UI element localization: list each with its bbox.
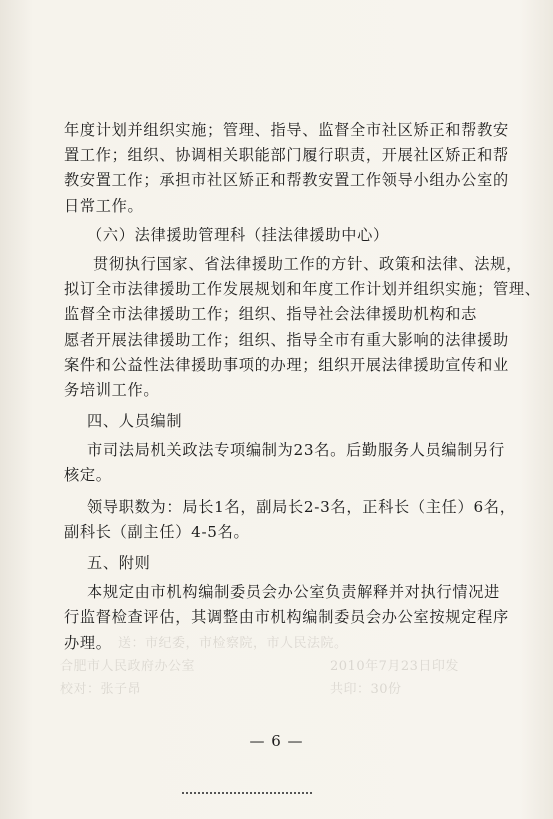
text-line: 监督全市法律援助工作；组织、指导社会法律援助机构和志 (64, 305, 478, 324)
section-heading-supplementary: 五、附则 (87, 554, 151, 572)
text-line: 核定。 (64, 466, 112, 485)
text-line: 本规定由市机构编制委员会办公室负责解释并对执行情况进 (87, 583, 501, 602)
bleed-through-row (118, 632, 553, 651)
bleed-through-text: 合肥市人民政府办公室 (60, 659, 196, 674)
text-line: 拟订全市法律援助工作发展规划和年度工作计划并组织实施；管理、 (64, 280, 541, 299)
text-line: 行监督检查评估，其调整由市机构编制委员会办公室按规定程序 (64, 608, 509, 627)
bleed-through-row (60, 678, 500, 697)
paragraph-community-correction (64, 118, 509, 219)
text-line: 年度计划并组织实施；管理、指导、监督全市社区矫正和帮教安 (64, 121, 509, 139)
text-line: 副科长（副主任）4-5名。 (64, 522, 250, 541)
bleed-through-text: 校对：张子昂 (60, 682, 142, 697)
text-line: 日常工作。 (64, 196, 144, 215)
text-line: 市司法局机关政法专项编制为23名。后勤服务人员编制另行 (87, 441, 505, 460)
paragraph-legal-aid (64, 252, 541, 403)
document-body (64, 118, 541, 656)
text-line: 领导职数为：局长1名，副局长2-3名，正科长（主任）6名， (87, 497, 516, 516)
section-heading-staffing: 四、人员编制 (87, 412, 183, 431)
bleed-through-text: 送：市纪委，市检察院，市人民法院。 (118, 636, 348, 651)
text-line: 案件和公益性法律援助事项的办理；组织开展法律援助宣传和业 (64, 355, 509, 374)
binding-dotted-line (182, 792, 312, 794)
text-line: 教安置工作；承担市社区矫正和帮教安置工作领导小组办公室的 (64, 171, 509, 190)
text-line: 置工作；组织、协调相关职能部门履行职责，开展社区矫正和帮 (64, 146, 509, 165)
bleed-through-row (60, 655, 500, 674)
paragraph-leadership-posts (64, 495, 516, 545)
paragraph-staffing (64, 438, 504, 488)
bleed-through-text: 共印：30份 (330, 682, 402, 697)
text-line: 愿者开展法律援助工作；组织、指导全市有重大影响的法律援助 (64, 330, 509, 349)
page-number: — 6 — (249, 732, 304, 750)
section-heading-legal-aid-division: （六）法律援助管理科（挂法律援助中心） (87, 225, 389, 244)
text-line: 贯彻执行国家、省法律援助工作的方针、政策和法律、法规， (93, 254, 522, 273)
text-line: 办理。 (64, 633, 112, 652)
text-line: 务培训工作。 (64, 380, 160, 399)
bleed-through-text: 2010年7月23日印发 (330, 659, 459, 674)
